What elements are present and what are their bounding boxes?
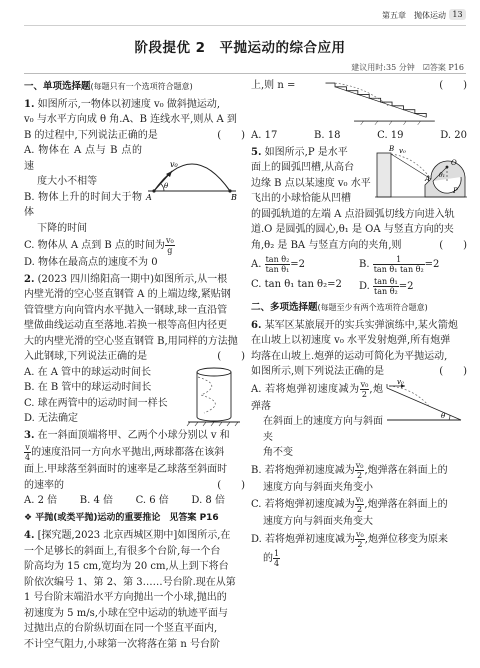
q5-option-d[interactable]: D. $\frac{\text{tan θ₁}}{\text{tan θ₂}}$ =2 <box>359 277 414 296</box>
question-6: 6. 某军区某旅展开的实兵实弹演练中,某火箭炮 在山坡上以初速度 v₀ 水平发射炮弹,所有炮弹 均落在山坡上.炮弹的运动可简化为平抛运动, 如图所示,则下列说法正确的是 ( ) A. 若将炮弹初速度减为 $\frac{\text{v₀}}{2}$ ,炮弹落 在斜面上的速度方向与斜面夹 角不变 v₀ θ B. 若将炮弹初速度减为 $\frac{\text{v₀}}{2}$ ,炮弹落在斜面上的 速度方向与斜面夹角变小 C. 若将炮弹初速度减为 $\frac{\text{v₀}}{2}$ ,炮弹落在斜面上的 速度方向与斜面夹角变大 D. 若将炮弹初速度减为 $\frac{\text{v₀}}{2}$ ,炮弹位移变为原来 的 $\frac{1}{4}$ <box>251 319 467 568</box>
svg-text:B: B <box>389 144 395 153</box>
q4-option-a[interactable]: A. 17 <box>251 130 278 141</box>
q2-option-a[interactable]: A. 在 A 管中的球运动时间长 <box>24 366 152 378</box>
q6-option-a[interactable]: A. 若将炮弹初速度减为 $\frac{\text{v₀}}{2}$ ,炮弹落 在斜面上的速度方向与斜面夹 角不变 v₀ θ <box>251 380 467 461</box>
q3-option-c[interactable]: C. 6 倍 <box>135 495 169 506</box>
q4-option-c[interactable]: C. 19 <box>377 130 404 141</box>
q4-staircase-figure <box>297 78 440 128</box>
q1-option-d[interactable]: D. 物体在最高点的速度不为 0 <box>24 257 158 268</box>
section-multi-choice: 二、多项选择题(每题至少有两个选项符合题意) <box>251 302 428 313</box>
question-1: 1. 如图所示,一物体以初速度 v₀ 做斜抛运动, v₀ 与水平方向成 θ 角.A、B 连线水平,则从 A 到 B 的过程中,下列说法正确的是 ( ) A. 物体在 A 点与 B 点的速 度大小不相等 B. 物体上升的时间大于物体 下降的时间 v₀ θ A B C. 物体从 A 点到 B 点的时间为 $\frac{\text{v₀}}{g}$ D. 物体在最高点的速度不为 0 <box>24 97 245 271</box>
q1-option-a[interactable]: A. 物体在 A 点与 B 点的速 度大小不相等 <box>24 145 142 187</box>
svg-text:A: A <box>146 193 152 202</box>
q6-option-d[interactable]: D. 若将炮弹初速度减为 $\frac{\text{v₀}}{2}$ ,炮弹位移变为原来 的 $\frac{1}{4}$ <box>251 529 448 568</box>
q2-tube-figure <box>184 365 242 427</box>
svg-text:θ: θ <box>164 182 169 190</box>
page-number: 13 <box>449 9 466 20</box>
question-2: 2. (2023 四川绵阳高一期中)如图所示,从一根 内壁光滑的空心竖直钢管 A 的上端边缘,紧贴钢 管管壁方向向管内水平抛入一钢球,球一直沿管 壁做曲线运动直至落地.若换一根等高但内径更 大的内壁光滑的空心竖直钢管 B,用同样的方法抛 入此钢球,下列说法正确的是 ( ) A. 在 A 管中的球运动时间长 B. 在 B 管中的球运动时间长 C. 球在两管中的运动时间一样长 D. 无法确定 <box>24 272 245 427</box>
q5-option-a[interactable]: A. $\frac{\text{tan θ₂}}{\text{tan θ₁}}$ =2 <box>251 255 306 274</box>
page-title: 阶段提优 2 平抛运动的综合应用 <box>134 40 346 56</box>
svg-text:θ₁: θ₁ <box>439 171 446 179</box>
svg-text:B: B <box>231 193 237 202</box>
q3-option-b[interactable]: B. 4 倍 <box>79 495 113 506</box>
section-single-choice: 一、单项选择题(每题只有一个选项符合题意) <box>24 81 193 92</box>
q1-option-b[interactable]: B. 物体上升的时间大于物体 下降的时间 <box>24 191 142 234</box>
q4-continued: 上,则 n = <box>251 80 296 91</box>
svg-text:A: A <box>425 174 431 183</box>
svg-text:θ: θ <box>441 411 446 420</box>
q1-option-c[interactable]: C. 物体从 A 点到 B 点的时间为 $\frac{\text{v₀}}{g}$ <box>24 236 174 255</box>
q2-option-b[interactable]: B. 在 B 管中的球运动时间长 <box>24 382 152 393</box>
time-and-answer-ref: 建议用时:35 分钟 ☑答案 P16 <box>351 63 464 72</box>
q6-option-b[interactable]: B. 若将炮弹初速度减为 $\frac{\text{v₀}}{2}$ ,炮弹落在斜面上的 速度方向与斜面夹角变小 <box>251 460 448 493</box>
q4-option-d[interactable]: D. 20 <box>440 130 467 141</box>
question-4: 4. [探究题,2023 北京西城区期中]如图所示,在 一个足够长的斜面上,有很多个台阶,每一个台 阶高均为 15 cm,宽均为 20 cm,从上到下将台 阶依次编号 1、第 2、第 3……号台阶.现在从第 1 号台阶末端沿水平方向抛出一个小球,抛出的 初速度为 5 m/s,小球在空中运动的轨迹平面与 过抛出点的台阶纵切面在同一个竖直平面内, 不计空气阻力,小球第一次将落在第 n 号台阶 <box>24 530 236 650</box>
header-rule <box>24 25 466 26</box>
q1-projectile-figure <box>142 143 242 205</box>
svg-text:v₀: v₀ <box>399 146 406 155</box>
q3-option-a[interactable]: A. 2 倍 <box>24 495 58 506</box>
question-3: 3. 在一斜面顶端将甲、乙两个小球分别以 v 和 $\frac{v}{4}$ 的速度沿同一方向水平抛出,两球都落在该斜 面上.甲球落至斜面时的速率是乙球落至斜面时 的速率的 ( ) A. 2 倍 B. 4 倍 C. 6 倍 D. 8 倍 <box>24 428 245 509</box>
q5-option-b[interactable]: B. $\frac{1}{\text{tan θ₁ tan θ₂}}$ =2 <box>359 255 440 274</box>
page-header <box>0 0 480 30</box>
title-divider <box>24 73 466 74</box>
q6-option-c[interactable]: C. 若将炮弹初速度减为 $\frac{\text{v₀}}{2}$ ,炮弹落在斜面上的 速度方向与斜面夹角变大 <box>251 495 448 527</box>
svg-text:v₀: v₀ <box>397 379 404 386</box>
svg-text:O: O <box>451 158 457 167</box>
right-column: 上,则 n = ( ) A. 17 B. 18 C. 19 D. 20 5. 如图所示,P 是水平 面上的圆弧凹槽,从高台 边缘 B 点以某速度 v₀ 水平 飞出的小球恰能从凹槽 B v₀ O θ₁ A P 的圆弧轨道的左端 A 点沿圆弧切线方向进入轨 道.O 是圆弧的圆心,θ₁ 是 OA 与竖直方向的夹 角,θ₂ 是 BA 与竖直方向的夹角,则 ( ) A. $\frac{\text{tan θ₂}}{\text{tan θ₁}}$ =2 B. $\frac{1}{\text{tan θ₁ tan θ₂}}$ =2 C. tan θ₁ tan θ₂=2 D. $\frac{\text{tan θ₁}}{\text{tan θ₂}}$ =2 二、多项选择题(每题至少有两个选项符合题意) 6. 某军区某旅展开的实兵实弹演练中,某火箭炮 在山坡上以初速度 v₀ 水平发射炮弹,所有炮弹 均落在山坡上.炮弹的运动可简化为平抛运动, 如图所示,则下列说法正确的是 ( ) A. 若将炮弹初速度减为 $\frac{\text{v₀}}{2}$ ,炮弹落 在斜面上的速度方向与斜面夹 角不变 v₀ θ B. 若将炮弹初速度减为 $\frac{\text{v₀}}{2}$ ,炮弹落在斜面上的 速度方向与斜面夹角变小 C. 若将炮弹初速度减为 $\frac{\text{v₀}}{2}$ ,炮弹落在斜面上的 速度方向与斜面夹角变大 D. 若将炮弹初速度减为 $\frac{\text{v₀}}{2}$ ,炮弹位移变为原来 的 $\frac{1}{4}$ <box>251 80 467 568</box>
question-5: 5. 如图所示,P 是水平 面上的圆弧凹槽,从高台 边缘 B 点以某速度 v₀ 水平 飞出的小球恰能从凹槽 B v₀ O θ₁ A P 的圆弧轨道的左端 A 点沿圆弧切线方向进入轨 道.O 是圆弧的圆心,θ₁ 是 OA 与竖直方向的夹 角,θ₂ 是 BA 与竖直方向的夹角,则 ( ) A. $\frac{\text{tan θ₂}}{\text{tan θ₁}}$ =2 B. $\frac{1}{\text{tan θ₁ tan θ₂}}$ =2 C. tan θ₁ tan θ₂=2 D. $\frac{\text{tan θ₁}}{\text{tan θ₂}}$ =2 <box>251 144 467 296</box>
q5-option-c[interactable]: C. tan θ₁ tan θ₂=2 <box>251 279 342 290</box>
topic-heading: ❖ 平抛(或类平抛)运动的重要推论 见答案 P16 <box>24 512 219 523</box>
svg-text:P: P <box>453 186 458 195</box>
q2-option-c[interactable]: C. 球在两管中的运动时间一样长 <box>24 397 168 409</box>
q6-slope-figure <box>383 380 465 426</box>
svg-text:v₀: v₀ <box>170 160 178 169</box>
q4-option-b[interactable]: B. 18 <box>314 130 341 141</box>
chapter-label: 第五章 抛体运动 <box>382 11 446 20</box>
q2-option-d[interactable]: D. 无法确定 <box>24 413 79 424</box>
q5-groove-figure <box>375 145 467 207</box>
left-column <box>24 79 245 652</box>
q3-option-d[interactable]: D. 8 倍 <box>191 495 225 506</box>
